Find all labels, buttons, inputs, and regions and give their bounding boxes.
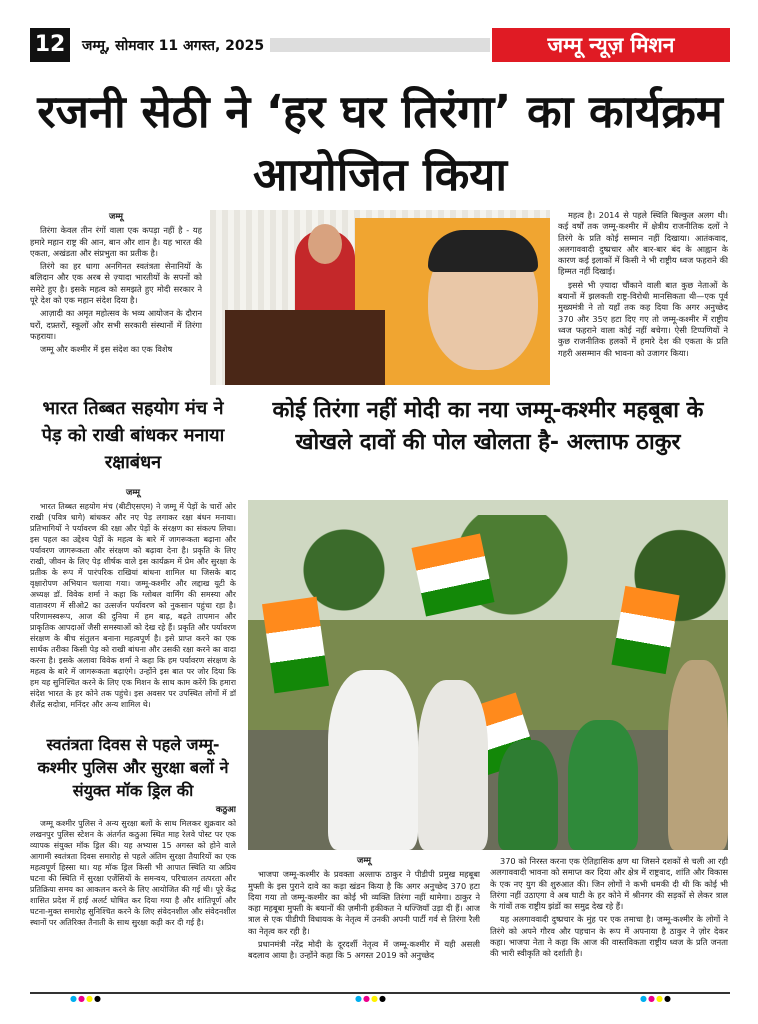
speaker-head <box>308 224 342 264</box>
registration-dots: ●●●● <box>640 994 672 1003</box>
story4-paragraph: यह अलगाववादी दुष्प्रचार के मुंह पर एक तमाचा है। जम्मू-कश्मीर के लोगों ने तिरंगे को अपने गौरव और पहचान के रूप में अपनाया है ठाकुर ने ज़ोर देकर कहा। भाजपा नेता ने कहा कि आज की वास्तविकता राष्ट्रीय ध्वज के प्रति जनता की भारी स्वीकृति को दर्शाती है। <box>490 914 728 959</box>
podium <box>225 310 385 385</box>
marcher <box>418 680 488 850</box>
story2-headline: भारत तिब्बत सहयोग मंच ने पेड़ को राखी बांधकर मनाया रक्षाबंधन <box>41 398 225 473</box>
story4-right-column <box>490 856 728 986</box>
story1-right-column <box>558 210 728 390</box>
page-header <box>30 28 730 62</box>
registration-dots: ●●●● <box>70 994 102 1003</box>
story2-paragraph: भारत तिब्बत सहयोग मंच (बीटीएसएम) ने जम्मू में पेड़ों के चारों ओर राखी (पवित्र धागे) बांधकर और नए पेड़ लगाकर रक्षा बंधन मनाया। प्रतिभागियों ने पर्यावरण की रक्षा और पेड़ों के संरक्षण का संकल्प लिया। इस पहल का उद्देश्य पेड़ों के महत्व के बारे में जागरूकता बढ़ाना और पर्यावरण जागरूकता और संरक्षण को बढ़ावा देना है। प्रकृति के लिए राखी, जीवन के लिए पेड़ शीर्षक वाले इस कार्यक्रम में प्रेम और सुरक्षा के प्रतीक के रूप में पारंपरिक राखियां बांधना शामिल था जिसके बाद वृक्षारोपण अभियान चलाया गया। जम्मू-कश्मीर और लद्दाख यूटी के अध्यक्ष डॉ. विवेक शर्मा ने कहा कि ग्लोबल वार्मिंग की समस्या और वातावरण में सीओ2 का उत्सर्जन पर्यावरण को नुकसान पहुंचा रहा है। परिणामस्वरूप, आज की दुनिया में हम बाढ़, बढ़ते तापमान और प्राकृतिक आपदाओं जैसी समस्याओं को देख रहे हैं। प्रकृति और पर्यावरण संरक्षण के बीच संतुलन बनाना महत्वपूर्ण है। इसे प्राप्त करने का एक सार्थक तरीका किसी पेड़ को राखी बांधना और उसकी रक्षा करने का वादा करना है। इसके अलावा विवेक शर्मा ने कहा कि हम पर्यावरण संरक्षण के महत्व के बारे में जागरूकता बढ़ाएंगे। उन्होंने इस बात पर जोर दिया कि हम यह सुनिश्चित करने के लिए एक मिशन के साथ काम करेंगे कि हमारा संदेश भारत के हर कोने तक पहुंचे। इस अवसर पर उपस्थित लोगों में डॉ शैलेंद्र सदोत्रा, मनिंदर और अन्य शामिल थे। <box>30 502 236 709</box>
portrait-hair <box>428 230 538 272</box>
main-headline: रजनी सेठी ने ‘हर घर तिरंगा’ का कार्यक्रम आयोजित किया <box>37 85 723 201</box>
story3-headline: स्वतंत्रता दिवस से पहले जम्मू-कश्मीर पुलिस और सुरक्षा बलों ने संयुक्त मॉक ड्रिल की <box>37 735 229 800</box>
marcher <box>568 720 638 850</box>
flag <box>411 533 494 616</box>
header-date: जम्मू, सोमवार 11 अगस्त, 2025 <box>82 38 265 54</box>
story2-byline: जम्मू <box>126 488 140 498</box>
story4-left-column <box>248 856 480 986</box>
story2-column <box>30 488 236 728</box>
story1-paragraph: महत्व है। 2014 से पहले स्थिति बिल्कुल अलग थी। कई वर्षों तक जम्मू-कश्मीर में क्षेत्रीय राजनीतिक दलों ने तिरंगे के प्रति कोई सम्मान नहीं दिखाया। आतंकवाद, अलगाववादी दुष्प्रचार और बार-बार बंद के आह्वान के कारण कई इलाकों में किसी ने भी राष्ट्रीय ध्वज फहराने की हिम्मत नहीं दिखाई। <box>558 210 728 277</box>
story1-paragraph: इससे भी ज़्यादा चौंकाने वाली बात कुछ नेताओं के बयानों में झलकती राष्ट्र-विरोधी मानसिकता थी—एक पूर्व मुख्यमंत्री ने तो यहाँ तक कह दिया कि अगर अनुच्छेद 370 और 35ए हटा दिए गए तो जम्मू-कश्मीर में राष्ट्रीय ध्वज फहराने वाला कोई नहीं बचेगा। ऐसी टिप्पणियों ने कुछ राजनीतिक हलकों में हमारे देश की एकता के प्रति गहरी असम्मान की भावना को उजागर किया। <box>558 279 728 358</box>
story1-paragraph: तिरंगा केवल तीन रंगों वाला एक कपड़ा नहीं है - यह हमारे महान राष्ट्र की आन, बान और शान है। यह भारत की एकता, अखंडता और संप्रभुता का प्रतीक है। <box>30 225 202 258</box>
marcher <box>328 670 418 850</box>
story1-paragraph: आज़ादी का अमृत महोत्सव के भव्य आयोजन के दौरान घरों, दफ़्तरों, स्कूलों और सभी सरकारी संस्थानों में तिरंगा फहराया। <box>30 308 202 341</box>
marcher <box>498 740 558 850</box>
story4-headline: कोई तिरंगा नहीं मोदी का नया जम्मू-कश्मीर महबूबा के खोखले दावों की पोल खोलता है- अल्ताफ ठाकुर <box>272 398 704 455</box>
story3-paragraph: जम्मू कश्मीर पुलिस ने अन्य सुरक्षा बलों के साथ मिलकर शुक्रवार को लखनपुर पुलिस स्टेशन के अंतर्गत कठुआ स्थित माह रेलवे पोस्ट पर एक व्यापक संयुक्त मॉक ड्रिल की। यह अभ्यास 15 अगस्त को होने वाले आगामी स्वतंत्रता दिवस समारोह से पहले अंतिम सुरक्षा तैयारियों का एक महत्वपूर्ण हिस्सा था। यह मॉक ड्रिल किसी भी आपात स्थिति या अप्रिय घटना की स्थिति में सुरक्षा एजेंसियों के समन्वय, परिचालन तत्परता और प्रतिक्रिया समय का आकलन करने के लिए आयोजित की गई थी। पूरे केंद्र शासित प्रदेश में हाई अलर्ट घोषित कर दिया गया है और शांतिपूर्ण और घटना-मुक्त समारोह सुनिश्चित करने के लिए संवेदनशील और संवेदनशील स्थानों पर अतिरिक्त तैनाती के साथ सुरक्षा कड़ी कर दी गई है। <box>30 819 236 927</box>
story1-left-column <box>30 212 202 387</box>
story4-byline: जम्मू <box>357 856 371 866</box>
story1-byline: जम्मू <box>109 212 123 222</box>
rajni-sethi-photo <box>210 210 550 385</box>
story3-column <box>30 805 236 985</box>
registration-dots: ●●●● <box>355 994 387 1003</box>
story1-paragraph: जम्मू और कश्मीर में इस संदेश का एक विशेष <box>40 344 173 355</box>
story4-paragraph: भाजपा जम्मू-कश्मीर के प्रवक्ता अल्ताफ ठाकुर ने पीडीपी प्रमुख महबूबा मुफ्ती के इस पुराने दावे का कड़ा खंडन किया है कि अगर अनुच्छेद 370 हटा दिया गया तो जम्मू-कश्मीर का कोई भी व्यक्ति तिरंगा नहीं थामेगा। ठाकुर ने कहा महबूबा मुफ्ती के बयानों की ज़मीनी हकीकत ने धज्जियाँ उड़ा दी हैं। आज त्राल से एक पीडीपी विधायक के नेतृत्व में उनकी अपनी पार्टी गर्व से तिरंगा रैली का नेतृत्व कर रही है। <box>248 869 480 936</box>
tiranga-rally-photo <box>248 500 728 850</box>
story3-byline: कठुआ <box>215 805 236 815</box>
police-officer <box>668 660 728 850</box>
story4-paragraph: प्रधानमंत्री नरेंद्र मोदी के दूरदर्शी नेतृत्व में जम्मू-कश्मीर में यही असली बदलाव आया है। उन्होंने कहा कि 5 अगस्त 2019 को अनुच्छेद <box>248 939 480 961</box>
story1-paragraph: तिरंगे का हर धागा अनगिनत स्वतंत्रता सेनानियों के बलिदान और एक अरब से ज़्यादा भारतीयों के सपनों को समेटे हुए है। इसके महत्व को समझते हुए मोदी सरकार ने पूरे देश को एक महान संदेश दिया है। <box>30 261 202 306</box>
header-rule <box>270 38 490 52</box>
masthead: जम्मू न्यूज़ मिशन <box>492 28 730 62</box>
story4-paragraph: 370 को निरस्त करना एक ऐतिहासिक क्षण था जिसने दशकों से चली आ रही अलगाववादी भावना को समाप्त कर दिया और क्षेत्र में राष्ट्रवाद, शांति और विकास के एक नए युग की शुरुआत की। जिन लोगों ने कभी धमकी दी थी कि कोई भी तिरंगा नहीं उठाएगा वे अब घाटी के हर कोने में श्रीनगर की सड़कों से लेकर त्राल के गांवों तक राष्ट्रीय झंडों का समुद्र देख रहे हैं। <box>490 856 728 912</box>
page-number: 12 <box>30 28 70 62</box>
